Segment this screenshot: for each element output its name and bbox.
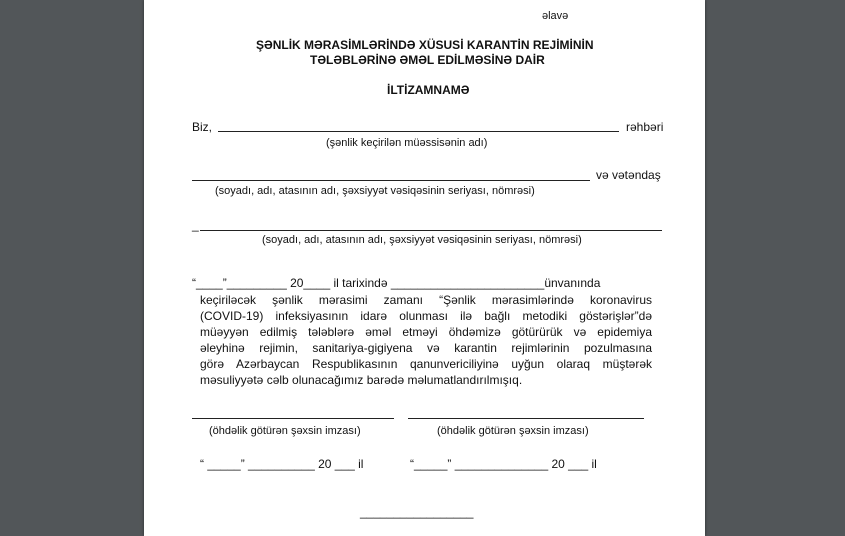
right-signature-field[interactable] — [408, 418, 644, 419]
document-page — [144, 0, 705, 536]
body-line-2: (COVID-19) infeksiyasının idarə olunması ilə bağlı metodiki göstərişlər”də — [200, 309, 652, 323]
right-signature-caption: (öhdəlik götürən şəxsin imzası) — [437, 425, 589, 437]
bottom-signature-line: _________________ — [360, 505, 474, 519]
body-line-1: keçiriləcək şənlik mərasimi zamanı “Şənlik mərasimlərində koronavirus — [200, 293, 652, 307]
appendix-label: əlavə — [542, 10, 569, 22]
left-date-line: “ _____” __________ 20 ___ il — [200, 457, 364, 471]
date-address-line: “____”_________ 20____ il tarixində _______________________ünvanında — [192, 276, 601, 290]
person-caption-1: (soyadı, adı, atasının adı, şəxsiyyət vəsiqəsinin seriyası, nömrəsi) — [215, 185, 535, 197]
body-line-3: müəyyən edilmiş tələblərə əməl etməyi öhdəmizə götürürük və epidemiya — [200, 325, 652, 339]
body-line-6: məsuliyyətə cəlb olunacağımız barədə məlumatlandırılmışıq. — [200, 373, 523, 387]
underscore-mark: _ — [192, 218, 199, 232]
venue-name-field[interactable] — [218, 131, 619, 132]
body-line-4: əleyhinə rejimin, sanitariya-gigiyena və karantin rejimlərinin pozulmasına — [200, 341, 652, 355]
body-line-5: görə Azərbaycan Respublikasının qanunvericiliyinə uyğun olaraq müştərək — [200, 357, 652, 371]
title-line-2: TƏLƏBLƏRİNƏ ƏMƏL EDİLMƏSİNƏ DAİR — [310, 53, 545, 67]
left-signature-field[interactable] — [192, 418, 394, 419]
rehberi-label: rəhbəri — [626, 120, 664, 134]
document-type-title: İLTİZAMNAMƏ — [387, 83, 470, 97]
biz-label: Biz, — [192, 120, 213, 134]
ve-vetendas-label: və vətəndaş — [596, 168, 661, 182]
left-signature-caption: (öhdəlik götürən şəxsin imzası) — [209, 425, 361, 437]
venue-caption: (şənlik keçirilən müəssisənin adı) — [326, 137, 488, 149]
citizen-name-field[interactable] — [192, 180, 590, 181]
second-person-field[interactable] — [200, 230, 662, 231]
right-date-line: “_____” ______________ 20 ___ il — [410, 457, 597, 471]
person-caption-2: (soyadı, adı, atasının adı, şəxsiyyət vəsiqəsinin seriyası, nömrəsi) — [262, 234, 582, 246]
title-line-1: ŞƏNLİK MƏRASİMLƏRİNDƏ XÜSUSİ KARANTİN REJİMİNİN — [256, 38, 594, 52]
